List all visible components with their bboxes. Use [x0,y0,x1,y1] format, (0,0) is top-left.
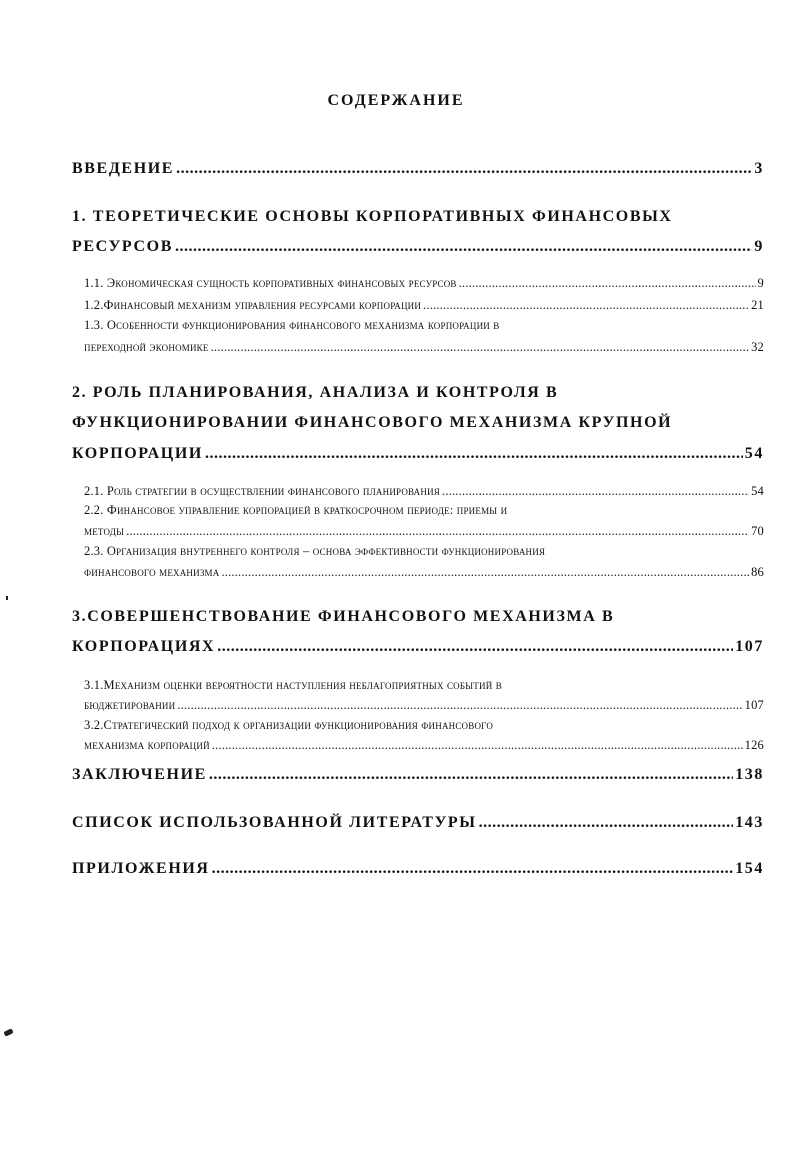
toc-entry-section-1-3 [84,340,764,355]
chapter-2-heading-line1: 2. РОЛЬ ПЛАНИРОВАНИЯ, АНАЛИЗА И КОНТРОЛЯ В [72,384,559,401]
toc-entry-label: 2.1. Роль стратегии в осуществлении финансового планирования [84,484,440,498]
section-1-3-title: 1.3. Особенности функционирования финансового механизма корпорации в [84,318,500,332]
dot-leader [209,766,733,784]
scan-speck [6,596,8,600]
toc-page-number: 107 [735,638,764,655]
chapter-2-heading-line2: ФУНКЦИОНИРОВАНИИ ФИНАНСОВОГО МЕХАНИЗМА КРУПНОЙ [72,414,673,431]
toc-entry-conclusion [72,766,764,784]
toc-page-number: 126 [744,738,764,752]
dot-leader [217,638,733,656]
toc-page-number: 32 [751,340,764,354]
toc-entry-chapter-3 [72,638,764,656]
toc-page-number: 107 [744,698,764,712]
toc-entry-section-3-2 [84,738,764,753]
dot-leader [423,298,749,313]
toc-entry-label: РЕСУРСОВ [72,238,173,255]
toc-entry-label: ПРИЛОЖЕНИЯ [72,860,210,877]
toc-entry-section-2-3 [84,565,764,580]
toc-entry-label: 1.1. Экономическая сущность корпоративных финансовых ресурсов [84,276,457,290]
toc-entry-section-1-1 [84,276,764,291]
toc-entry-appendix [72,860,764,878]
chapter-1-heading: 1. ТЕОРЕТИЧЕСКИЕ ОСНОВЫ КОРПОРАТИВНЫХ ФИНАНСОВЫХ [72,208,673,225]
toc-entry-label: методы [84,524,125,538]
toc-entry-label: механизма корпораций [84,738,210,752]
toc-page-number: 3 [754,160,764,177]
toc-page-number: 70 [751,524,764,538]
toc-entry-section-2-2 [84,524,764,539]
dot-leader [212,738,743,753]
section-2-2-title: 2.2. Финансовое управление корпорацией в краткосрочном периоде: приемы и [84,503,508,517]
toc-entry-label: финансового механизма [84,565,220,579]
toc-entry-introduction [72,160,764,178]
toc-page-number: 138 [735,766,764,783]
toc-entry-section-3-1 [84,698,764,713]
toc-entry-label: бюджетировании [84,698,176,712]
dot-leader [442,484,749,499]
dot-leader [479,814,734,832]
toc-entry-chapter-1 [72,238,764,256]
dot-leader [126,524,749,539]
toc-page-number: 154 [735,860,764,877]
toc-page-number: 54 [751,484,764,498]
dot-leader [221,565,749,580]
dot-leader [205,445,743,463]
toc-entry-label: переходной экономике [84,340,209,354]
dot-leader [177,698,742,713]
toc-entry-label: КОРПОРАЦИЯХ [72,638,216,655]
toc-page-number: 86 [751,565,764,579]
toc-page-number: 143 [735,814,764,831]
section-3-2-title: 3.2.Стратегический подход к организации функционирования финансового [84,718,494,732]
scan-speck [3,1028,13,1036]
toc-entry-section-2-1 [84,484,764,499]
toc-entry-label: 1.2.Финансовый механизм управления ресурсами корпорации [84,298,422,312]
toc-entry-label: КОРПОРАЦИИ [72,445,203,462]
page-title: СОДЕРЖАНИЕ [327,92,465,109]
toc-page-number: 9 [757,276,764,290]
dot-leader [175,238,752,256]
section-2-3-title: 2.3. Организация внутреннего контроля – основа эффективности функционирования [84,544,546,558]
toc-entry-chapter-2 [72,445,764,463]
toc-entry-label: ЗАКЛЮЧЕНИЕ [72,766,207,783]
toc-page-number: 21 [751,298,764,312]
dot-leader [459,276,756,291]
toc-page-number: 54 [744,445,764,462]
dot-leader [176,160,752,178]
dot-leader [212,860,734,878]
toc-entry-section-1-2 [84,298,764,313]
toc-entry-label: СПИСОК ИСПОЛЬЗОВАННОЙ ЛИТЕРАТУРЫ [72,814,477,831]
toc-page-number: 9 [754,238,764,255]
toc-entry-label: ВВЕДЕНИЕ [72,160,175,177]
chapter-3-heading: 3.СОВЕРШЕНСТВОВАНИЕ ФИНАНСОВОГО МЕХАНИЗМА В [72,608,615,625]
section-3-1-title: 3.1.Механизм оценки вероятности наступления неблагоприятных событий в [84,678,502,692]
toc-entry-references [72,814,764,832]
dot-leader [211,340,750,355]
